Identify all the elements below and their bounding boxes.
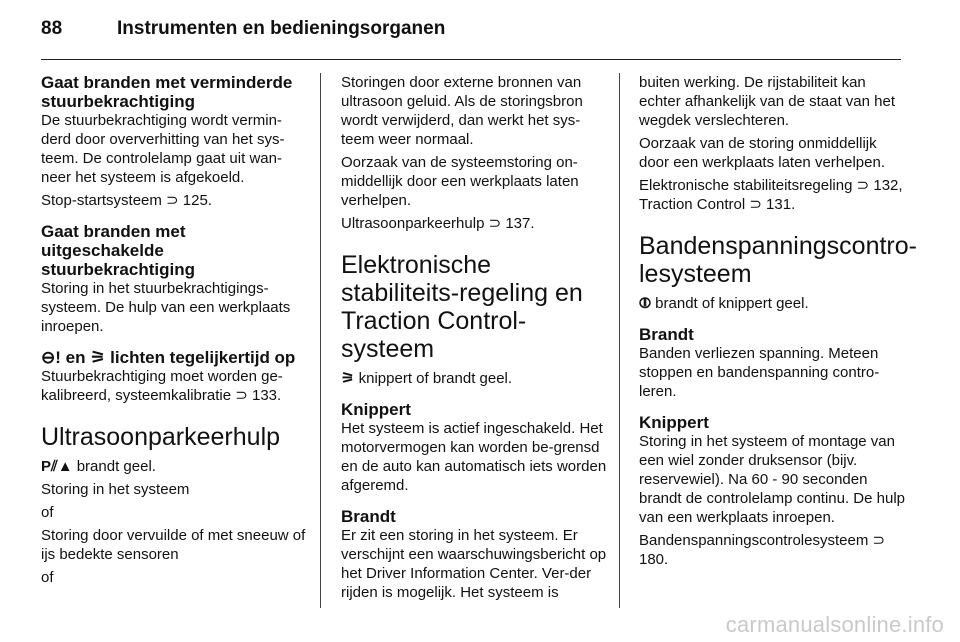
paragraph: P⫽▲ brandt geel. [41, 458, 156, 475]
paragraph: Het systeem is actief ingeschakeld. Het motorvermogen kan worden be-grensd en de auto kan automatisch iets worden afgeremd. [341, 420, 607, 494]
paragraph: Storing in het stuurbekrachtigings-systeem. De hulp van een werkplaats inroepen. [41, 280, 291, 335]
cross-reference: Elektronische stabiliteitsregeling ⊃ 132, Traction Control ⊃ 131. [639, 177, 903, 213]
section-heading-steering-off: Gaat branden met uitgeschakelde stuurbekrachtiging [41, 222, 195, 279]
column-3 [639, 73, 917, 573]
paragraph: of [41, 569, 54, 586]
section-heading-lit: Brandt [639, 325, 694, 344]
paragraph: ⦷ brandt of knippert geel. [639, 295, 809, 312]
paragraph: Stuurbekrachtiging moet worden ge-kalibreerd, systeemkalibratie ⊃ 133. [41, 368, 283, 404]
esc-icon: ⚞ [90, 348, 106, 367]
tire-pressure-icon: ⦷ [639, 295, 652, 312]
section-heading-both-lights: ⊖! en ⚞ lichten tegelijkertijd op [41, 348, 296, 367]
cross-reference: Ultrasoonparkeerhulp ⊃ 137. [341, 215, 535, 232]
paragraph: De stuurbekrachtiging wordt vermin-derd door oververhitting van het sys-teem. De controlelamp gaat uit wan-neer het systeem is afgekoeld. [41, 112, 285, 186]
section-title-parking-assist: Ultrasoonparkeerhulp [41, 423, 281, 451]
paragraph: of [41, 504, 54, 521]
paragraph: Storing door vervuilde of met sneeuw of ijs bedekte sensoren [41, 527, 306, 563]
cross-reference: Stop-startsysteem ⊃ 125. [41, 192, 212, 209]
section-title-tpms: Bandenspanningscontro-lesysteem [639, 232, 917, 288]
page-number: 88 [41, 18, 63, 39]
column-divider [619, 73, 620, 608]
paragraph: Oorzaak van de storing onmiddellijk door een werkplaats laten verhelpen. [639, 135, 885, 171]
paragraph: ⚞ knippert of brandt geel. [341, 370, 513, 387]
section-title-esc: Elektronische stabiliteits-regeling en Traction Control-systeem [341, 251, 583, 363]
esc-icon: ⚞ [341, 370, 355, 387]
steering-warning-icon: ⊖! [41, 348, 61, 367]
paragraph: Banden verliezen spanning. Meteen stoppen en bandenspanning contro-leren. [639, 345, 880, 400]
page-title: Instrumenten en bedieningsorganen [117, 18, 446, 39]
column-2 [341, 73, 609, 606]
paragraph: Oorzaak van de systeemstoring on-middellijk door een werkplaats laten verhelpen. [341, 154, 579, 209]
header-rule [41, 59, 901, 60]
section-heading-lit: Brandt [341, 507, 396, 526]
paragraph: Storingen door externe bronnen van ultrasoon geluid. Als de storingsbron wordt verwijderd, dan werkt het sys-teem weer normaal. [341, 74, 583, 148]
section-heading-blinking: Knippert [639, 413, 709, 432]
paragraph: Storing in het systeem [41, 481, 190, 498]
paragraph: Storing in het systeem of montage van een wiel zonder druksensor (bijv. reservewiel). Na 60 - 90 seconden brandt de controlelamp continu. De hulp van een werkplaats inroepen. [639, 433, 906, 526]
paragraph: buiten werking. De rijstabiliteit kan echter afhankelijk van de staat van het wegdek verslechteren. [639, 74, 895, 129]
watermark: carmanualsonline.info [725, 612, 944, 637]
paragraph: Er zit een storing in het systeem. Er verschijnt een waarschuwingsbericht op het Driver Information Center. Ver-der rijden is mogelijk. Het systeem is [341, 527, 607, 601]
column-1 [41, 73, 309, 591]
section-heading-blinking: Knippert [341, 400, 411, 419]
column-divider [320, 73, 321, 608]
cross-reference: Bandenspanningscontrolesysteem ⊃ 180. [639, 532, 886, 568]
section-heading-reduced-steering: Gaat branden met verminderde stuurbekrachtiging [41, 73, 293, 111]
parking-assist-icon: P⫽▲ [41, 458, 73, 475]
